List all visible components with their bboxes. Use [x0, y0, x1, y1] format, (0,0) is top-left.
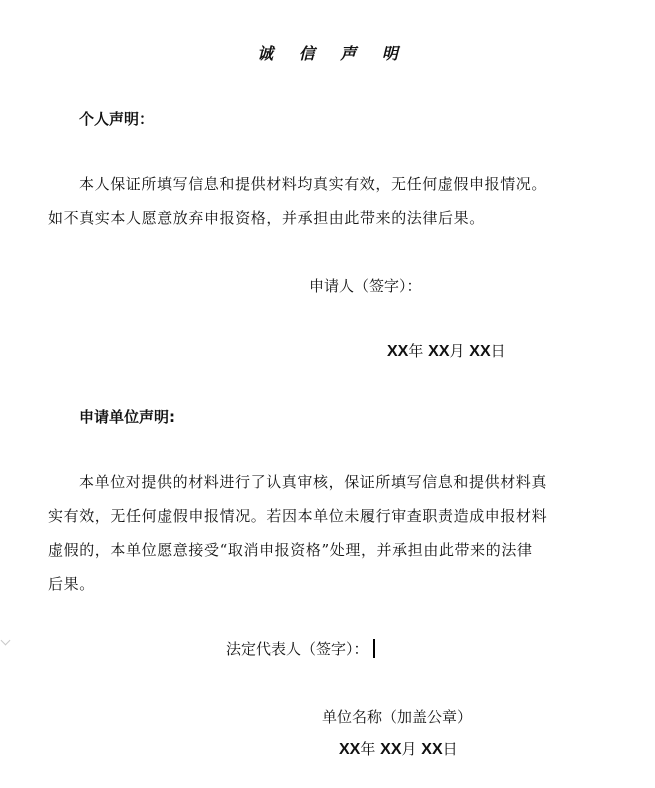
unit-declaration-heading: 申请单位声明: — [79, 408, 175, 426]
legal-representative-label: 法定代表人（签字）： — [226, 640, 369, 658]
unit-date-month: XX — [380, 741, 402, 758]
unit-date-year: XX — [339, 741, 361, 758]
personal-date-day: XX — [469, 343, 491, 360]
unit-date-month-unit: 月 — [401, 740, 417, 758]
unit-name-label: 单位名称（加盖公章） — [322, 708, 473, 726]
personal-date-month: XX — [428, 343, 450, 360]
unit-declaration-line-4: 后果。 — [48, 575, 95, 593]
personal-date-month-unit: 月 — [449, 342, 465, 360]
unit-declaration-line-1: 本单位对提供的材料进行了认真审核，保证所填写信息和提供材料真 — [79, 473, 548, 491]
unit-declaration-line-2: 实有效，无任何虚假申报情况。若因本单位未履行审查职责造成申报材料 — [48, 507, 548, 525]
unit-declaration-line-3: 虚假的，本单位愿意接受“取消申报资格”处理，并承担由此带来的法律 — [48, 541, 533, 559]
personal-date-year-unit: 年 — [408, 342, 424, 360]
text-cursor — [373, 639, 375, 658]
personal-declaration-heading: 个人声明： — [79, 110, 155, 128]
unit-date-year-unit: 年 — [360, 740, 376, 758]
personal-date-day-unit: 日 — [490, 342, 506, 360]
personal-date-year: XX — [387, 343, 409, 360]
personal-declaration-line-1: 本人保证所填写信息和提供材料均真实有效，无任何虚假申报情况。 — [79, 175, 548, 193]
personal-declaration-line-2: 如不真实本人愿意放弃申报资格，并承担由此带来的法律后果。 — [48, 209, 485, 227]
legal-representative-signature-field[interactable] — [226, 638, 375, 659]
unit-date-day: XX — [421, 741, 443, 758]
personal-date — [387, 340, 506, 361]
margin-marker-icon — [1, 636, 11, 646]
document-title: 诚 信 声 明 — [257, 44, 408, 63]
unit-date-day-unit: 日 — [442, 740, 458, 758]
unit-date — [339, 738, 458, 759]
applicant-signature-label: 申请人（签字）： — [309, 277, 422, 295]
